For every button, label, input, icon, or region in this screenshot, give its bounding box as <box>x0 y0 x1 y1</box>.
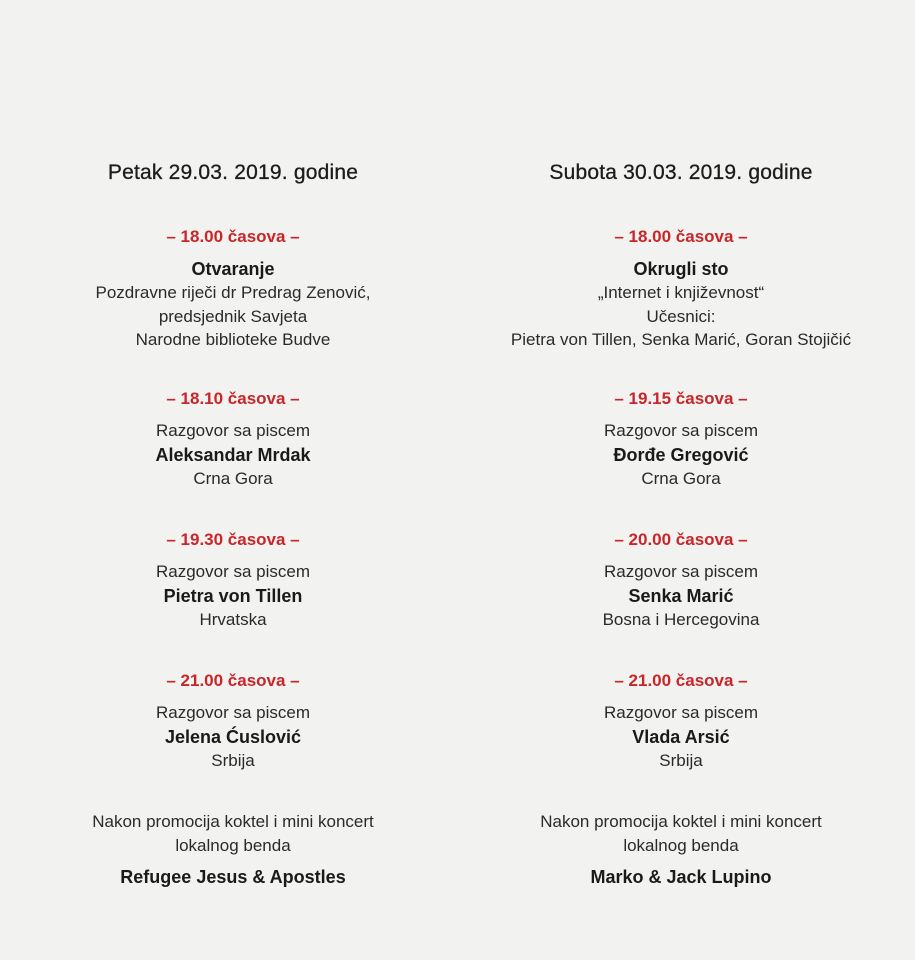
event-time: – 20.00 časova – <box>614 530 748 549</box>
event-time: – 18.10 časova – <box>166 389 300 408</box>
closing-line: lokalnog benda <box>623 835 739 855</box>
event-block <box>471 388 891 490</box>
author-name: Aleksandar Mrdak <box>155 444 311 465</box>
event-time: – 21.00 časova – <box>166 671 300 690</box>
closing-note <box>471 810 891 857</box>
day-title: Petak 29.03. 2019. godine <box>107 161 359 184</box>
event-block <box>471 529 891 631</box>
closing-line: lokalnog benda <box>175 835 291 855</box>
event-line: Razgovor sa piscem <box>155 703 310 722</box>
event-line: Razgovor sa piscem <box>603 421 758 440</box>
closing-line: Nakon promocija koktel i mini koncert <box>92 812 374 831</box>
event-title: Otvaranje <box>191 259 275 279</box>
event-time: – 18.00 časova – <box>166 227 300 246</box>
event-line: Razgovor sa piscem <box>155 421 310 440</box>
event-time: – 18.00 časova – <box>614 227 748 246</box>
author-name: Jelena Ćuslović <box>164 726 302 747</box>
event-block <box>471 670 891 772</box>
event-block <box>23 529 443 631</box>
event-line: predsjednik Savjeta <box>158 306 308 326</box>
event-line: Pietra von Tillen, Senka Marić, Goran Stojičić <box>510 330 852 349</box>
event-block <box>471 226 891 352</box>
event-block <box>23 388 443 490</box>
closing-line: Nakon promocija koktel i mini koncert <box>540 812 822 831</box>
event-line: Narodne biblioteke Budve <box>135 330 331 349</box>
day-title: Subota 30.03. 2019. godine <box>549 161 813 184</box>
event-time: – 19.15 časova – <box>614 389 748 408</box>
author-country: Srbija <box>211 750 255 770</box>
event-block <box>23 670 443 772</box>
event-line: Razgovor sa piscem <box>603 703 758 722</box>
event-time: – 21.00 časova – <box>614 671 748 690</box>
event-time: – 19.30 časova – <box>166 530 300 549</box>
author-name: Senka Marić <box>628 585 734 606</box>
event-line: Razgovor sa piscem <box>603 562 758 581</box>
author-name: Đorđe Gregović <box>613 444 749 465</box>
event-line: Pozdravne riječi dr Predrag Zenović, <box>95 283 371 302</box>
author-name: Pietra von Tillen <box>163 585 303 606</box>
event-line: Razgovor sa piscem <box>155 562 310 581</box>
band-name: Marko & Jack Lupino <box>590 867 772 887</box>
event-line: „Internet i književnost“ <box>597 283 765 302</box>
author-country: Crna Gora <box>641 468 721 488</box>
author-country: Crna Gora <box>193 468 273 488</box>
author-country: Bosna i Hercegovina <box>602 609 760 629</box>
closing-note <box>23 810 443 857</box>
author-country: Hrvatska <box>199 609 267 629</box>
event-title: Okrugli sto <box>633 259 729 279</box>
event-line: Učesnici: <box>646 306 716 326</box>
band-name: Refugee Jesus & Apostles <box>120 867 346 887</box>
author-country: Srbija <box>659 750 703 770</box>
event-block <box>23 226 443 352</box>
author-name: Vlada Arsić <box>632 726 730 747</box>
